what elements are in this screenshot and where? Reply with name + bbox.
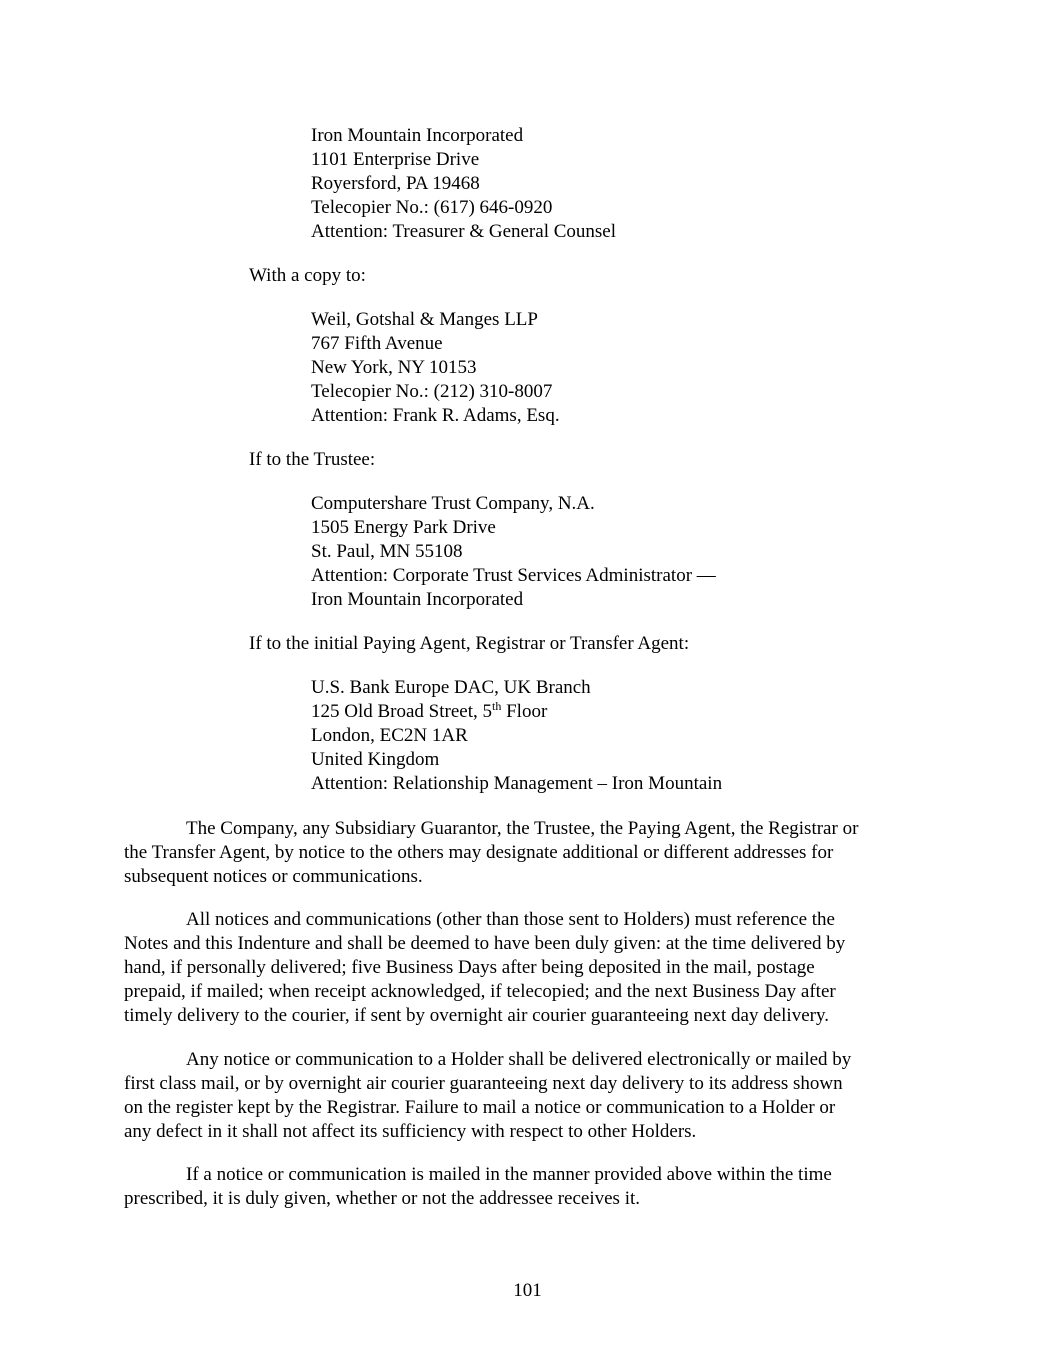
copy-address-block [311,308,560,428]
address-line-text: 125 Old Broad Street, 5 [311,701,493,722]
company-address-block [311,124,616,244]
address-line: Attention: Treasurer & General Counsel [311,221,617,242]
paragraph-designate-addresses [124,817,924,889]
page-number: 101 [513,1280,542,1301]
address-line: Iron Mountain Incorporated [311,125,524,146]
paying-agent-label: If to the initial Paying Agent, Registrar or Transfer Agent: [249,633,690,654]
paragraph-line: the Transfer Agent, by notice to the others may designate additional or different addresses for [124,842,834,863]
paragraph-line: prescribed, it is duly given, whether or not the addressee receives it. [124,1188,640,1209]
address-line: Attention: Frank R. Adams, Esq. [311,405,560,426]
address-line: U.S. Bank Europe DAC, UK Branch [311,677,591,698]
address-line: Weil, Gotshal & Manges LLP [311,309,538,330]
paragraph-line: any defect in it shall not affect its sufficiency with respect to other Holders. [124,1121,697,1142]
paragraph-line: on the register kept by the Registrar. Failure to mail a notice or communication to a Holder or [124,1097,836,1118]
copy-to-label: With a copy to: [249,265,366,286]
address-line-text: Floor [501,701,548,722]
address-line: United Kingdom [311,749,440,770]
paragraph-holder-notice [124,1048,924,1144]
address-line: 1505 Energy Park Drive [311,517,496,538]
paragraph-mailed-notice [124,1163,924,1211]
address-line: Attention: Relationship Management – Iron Mountain [311,773,723,794]
paragraph-line: subsequent notices or communications. [124,866,423,887]
paragraph-line: All notices and communications (other than those sent to Holders) must reference the [186,909,835,930]
paragraph-line: prepaid, if mailed; when receipt acknowledged, if telecopied; and the next Business Day after [124,981,836,1002]
address-line [311,700,722,724]
paragraph-line: Notes and this Indenture and shall be deemed to have been duly given: at the time delivered by [124,933,846,954]
paragraph-line: The Company, any Subsidiary Guarantor, the Trustee, the Paying Agent, the Registrar or [186,818,859,839]
address-line: Attention: Corporate Trust Services Administrator — [311,565,716,586]
address-line: London, EC2N 1AR [311,725,468,746]
address-line: 767 Fifth Avenue [311,333,443,354]
address-line: Computershare Trust Company, N.A. [311,493,595,514]
trustee-address-block [311,492,716,612]
paragraph-line: first class mail, or by overnight air courier guaranteeing next day delivery to its address shown [124,1073,843,1094]
paragraph-line: timely delivery to the courier, if sent by overnight air courier guaranteeing next day delivery. [124,1005,829,1026]
paragraph-line: Any notice or communication to a Holder shall be delivered electronically or mailed by [186,1049,852,1070]
address-line: 1101 Enterprise Drive [311,149,480,170]
address-line: St. Paul, MN 55108 [311,541,463,562]
paragraph-line: If a notice or communication is mailed in the manner provided above within the time [186,1164,832,1185]
paragraph-notices-given [124,908,924,1028]
trustee-label: If to the Trustee: [249,449,376,470]
ordinal-suffix: th [492,699,502,713]
paying-agent-address-block [311,676,722,796]
address-line: Iron Mountain Incorporated [311,589,524,610]
paragraph-line: hand, if personally delivered; five Business Days after being deposited in the mail, postage [124,957,815,978]
address-line: Telecopier No.: (212) 310-8007 [311,381,553,402]
address-line: Telecopier No.: (617) 646-0920 [311,197,553,218]
address-line: Royersford, PA 19468 [311,173,480,194]
address-line: New York, NY 10153 [311,357,477,378]
